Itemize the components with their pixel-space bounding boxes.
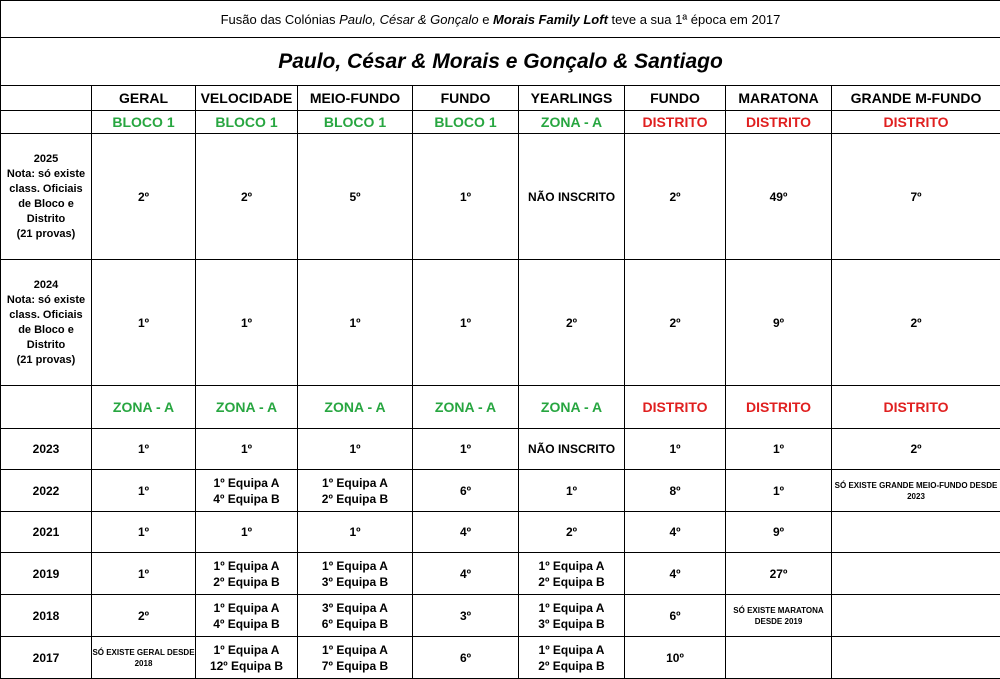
result-cell [92,470,196,512]
year-label: 2018 [1,595,92,637]
result-value: 6º [669,608,681,623]
year-note: class. Oficiais [9,182,83,195]
result-value: 2º [669,189,681,204]
category-label: ZONA - A [519,111,625,134]
result-value: 1º Equipa A [538,600,605,615]
result-value: 1º [459,442,472,456]
result-value: 4º Equipa B [213,616,280,631]
result-cell [298,637,413,679]
result-cell [519,553,625,595]
result-cell [832,429,1000,470]
year-label: 2022 [1,470,92,512]
category-label: DISTRITO [832,111,1000,134]
year-note: Nota: só existe [6,167,86,180]
result-cell [413,429,519,470]
result-value: 1º [240,315,253,330]
header-fundo-distrito: FUNDO [625,86,726,111]
result-value: 6º [459,650,472,665]
result-cell [413,637,519,679]
result-value: 1º [240,442,253,456]
result-cell [298,553,413,595]
table-row [1,429,1000,470]
intro-text: Fusão das Colónias Paulo, César & Gonçalo e Morais Family Loft teve a sua 1ª época em 2017 [1,1,1000,38]
result-cell [519,134,625,260]
result-value: 4º Equipa B [213,491,280,506]
result-value: 1º [459,189,472,204]
category-label: BLOCO 1 [92,111,196,134]
result-cell [92,134,196,260]
header-maratona: MARATONA [726,86,832,111]
year-note: de Bloco e [18,197,74,210]
table-row [1,637,1000,679]
result-value: 1º [349,525,361,539]
result-cell [92,429,196,470]
page-title: Paulo, César & Morais e Gonçalo & Santiago [1,38,1000,86]
result-cell [625,134,726,260]
result-cell [298,512,413,553]
result-cell [625,595,726,637]
header-yearlings: YEARLINGS [519,86,625,111]
result-cell [519,260,625,386]
result-value: 1º Equipa A [538,558,605,573]
year-note: Nota: só existe [6,293,86,306]
result-cell [298,429,413,470]
year-label: 2021 [1,512,92,553]
result-cell [832,553,1000,595]
result-value: 1º [137,483,150,498]
result-value: 1º [349,315,361,330]
title-row [1,38,1000,86]
result-value: 1º [137,566,150,581]
result-value: 12º Equipa B [209,658,284,673]
result-value: 3º Equipa A [322,600,388,615]
result-cell [298,595,413,637]
result-cell [726,553,832,595]
result-cell [625,260,726,386]
header-velocidade: VELOCIDADE [196,86,298,111]
category-label: DISTRITO [832,386,1000,429]
result-cell [519,429,625,470]
result-value: 1º [137,525,150,539]
result-value: 1º [772,483,785,498]
result-value: 2º Equipa B [538,658,605,673]
category-label: DISTRITO [625,111,726,134]
result-value: 2º [669,315,681,330]
header-meio-fundo: MEIO-FUNDO [298,86,413,111]
note-text: SÓ EXISTE GERAL DESDE [92,647,195,657]
category-label: ZONA - A [196,386,298,429]
result-value: 49º [769,189,788,204]
result-value: 4º [669,525,681,539]
result-cell [92,595,196,637]
result-cell [298,470,413,512]
result-cell [832,595,1000,637]
note-text: DESDE 2019 [754,616,803,626]
result-cell [519,637,625,679]
result-value: 2º Equipa B [538,574,605,589]
result-value: 2º [565,315,578,330]
note-text: SÓ EXISTE GRANDE MEIO-FUNDO DESDE [834,480,998,490]
result-value: 9º [772,315,785,330]
result-cell [196,260,298,386]
result-cell [519,512,625,553]
result-value: 6º [459,483,472,498]
result-value: 1º [669,442,681,456]
category-corner [1,111,92,134]
year-note: class. Oficiais [9,308,83,321]
result-value: 3º [459,608,472,623]
category-label: DISTRITO [726,111,832,134]
result-value: 4º [459,525,472,539]
header-geral: GERAL [92,86,196,111]
result-cell [196,429,298,470]
result-value: 1º Equipa A [322,642,388,657]
result-cell [413,260,519,386]
year-label [1,260,92,386]
table-row [1,260,1000,386]
result-cell [196,134,298,260]
table-row [1,512,1000,553]
result-cell [519,595,625,637]
result-cell [92,553,196,595]
result-value: 5º [349,189,361,204]
category-label: ZONA - A [298,386,413,429]
result-value: 3º Equipa B [538,616,605,631]
corner-cell [1,86,92,111]
year-label: 2017 [1,637,92,679]
note-text: 2018 [134,658,153,668]
result-value: 7º [910,189,922,204]
result-value: 27º [769,566,788,581]
result-value: 6º Equipa B [321,616,389,631]
result-value: 7º Equipa B [321,658,389,673]
result-value: 9º [772,525,785,539]
result-value: 3º Equipa B [321,574,389,589]
result-cell [625,470,726,512]
note-text: SÓ EXISTE MARATONA [733,605,824,615]
result-cell [92,512,196,553]
result-cell [196,470,298,512]
table-row [1,134,1000,260]
category-label: BLOCO 1 [298,111,413,134]
result-value: 1º Equipa A [538,642,605,657]
result-cell [726,260,832,386]
result-value: 1º Equipa A [322,475,388,490]
result-value: 8º [669,483,681,498]
result-value: 2º [910,315,922,330]
result-value: 1º Equipa A [213,600,280,615]
result-cell [726,595,832,637]
result-value: 1º [565,483,578,498]
result-value: 2º Equipa B [321,491,389,506]
result-cell [298,134,413,260]
result-cell [625,512,726,553]
category-label: ZONA - A [413,386,519,429]
year-label: 2023 [1,429,92,470]
result-cell [726,470,832,512]
year-note: (21 provas) [16,353,76,366]
result-cell [92,637,196,679]
result-value: 1º [459,315,472,330]
result-value: 1º [137,315,150,330]
year-label: 2019 [1,553,92,595]
result-cell [726,134,832,260]
year-note: Distrito [26,212,66,225]
category-corner [1,386,92,429]
result-cell [413,595,519,637]
result-cell [298,260,413,386]
result-value: 2º [137,189,150,204]
result-value: 1º Equipa A [213,558,280,573]
result-cell [196,553,298,595]
result-value: NÃO INSCRITO [527,189,616,204]
year-text: 2024 [33,278,59,291]
result-cell [92,260,196,386]
result-value: 2º [565,525,578,539]
result-cell [832,470,1000,512]
year-note: Distrito [26,338,66,351]
result-cell [625,429,726,470]
table-row [1,553,1000,595]
header-row [1,86,1000,111]
result-cell [413,134,519,260]
intro-row [1,1,1000,38]
result-cell [196,595,298,637]
result-value: 10º [666,650,684,665]
result-value: 1º Equipa A [213,475,280,490]
category-label: DISTRITO [625,386,726,429]
bottom-rows [1,429,1000,679]
note-text: 2023 [907,491,925,501]
result-cell [196,512,298,553]
result-cell [413,512,519,553]
result-value: 1º [772,442,785,456]
result-value: 1º [240,525,253,539]
category-label: BLOCO 1 [413,111,519,134]
category-label: ZONA - A [92,386,196,429]
result-value: 1º Equipa A [213,642,280,657]
category-row-mid [1,386,1000,429]
result-value: NÃO INSCRITO [527,442,616,456]
result-value: 4º [459,566,472,581]
result-value: 2º [240,189,253,204]
year-label [1,134,92,260]
result-value: 2º Equipa B [213,574,280,589]
category-label: ZONA - A [519,386,625,429]
result-cell [726,429,832,470]
result-cell [726,637,832,679]
table-row [1,595,1000,637]
category-row-top [1,111,1000,134]
result-cell [832,260,1000,386]
result-cell [832,637,1000,679]
result-value: 1º [349,442,361,456]
result-cell [519,470,625,512]
result-cell [832,512,1000,553]
category-label: BLOCO 1 [196,111,298,134]
header-fundo: FUNDO [413,86,519,111]
result-cell [832,134,1000,260]
result-value: 2º [910,442,922,456]
result-value: 1º [137,442,150,456]
result-cell [625,637,726,679]
result-cell [413,553,519,595]
year-text: 2025 [33,152,59,165]
result-cell [625,553,726,595]
year-note: de Bloco e [18,323,74,336]
category-label: DISTRITO [726,386,832,429]
top-rows [1,134,1000,386]
result-cell [413,470,519,512]
result-cell [726,512,832,553]
result-cell [196,637,298,679]
result-value: 4º [669,566,681,581]
table-row [1,470,1000,512]
result-value: 1º Equipa A [322,558,388,573]
header-grande-m-fundo: GRANDE M-FUNDO [832,86,1000,111]
result-value: 2º [137,608,150,623]
year-note: (21 provas) [16,227,76,240]
